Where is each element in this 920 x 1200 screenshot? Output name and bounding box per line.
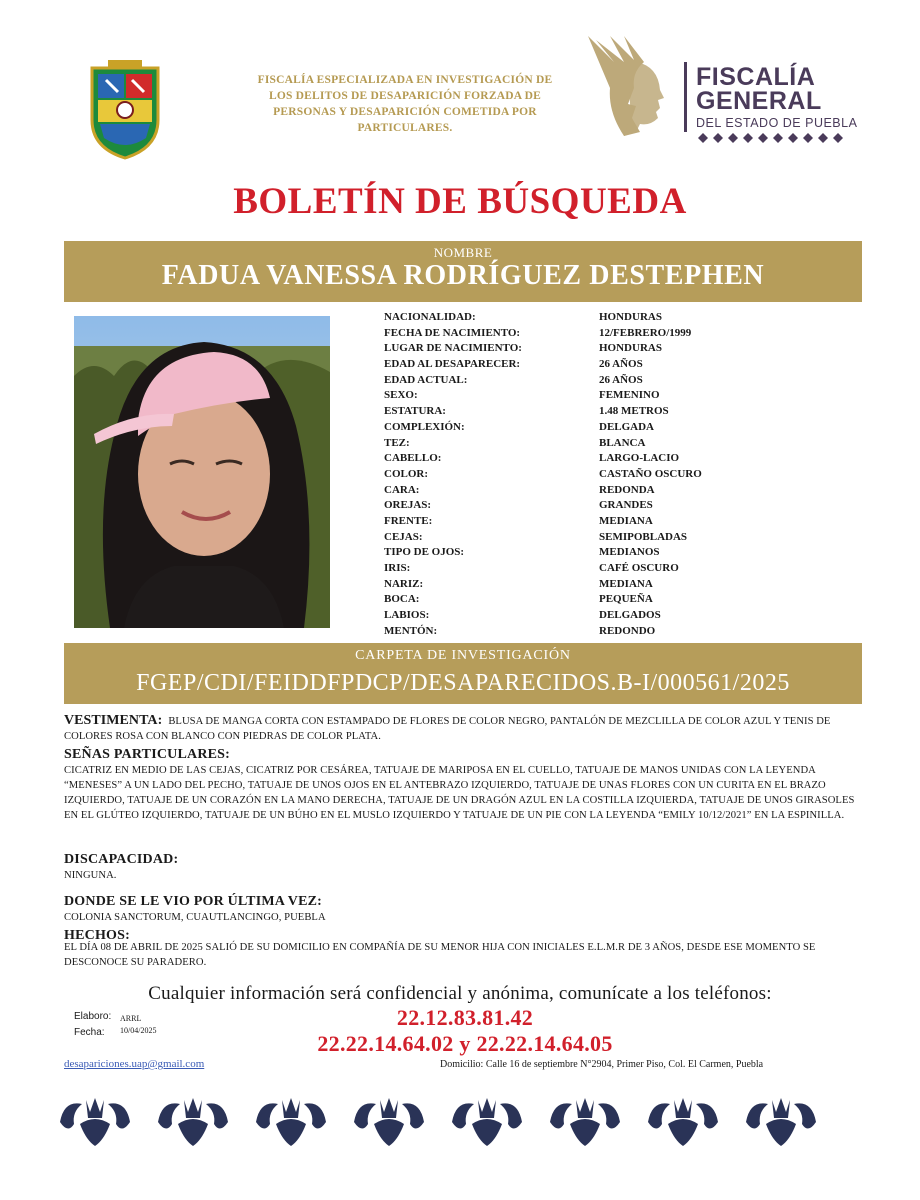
logo-divider (684, 62, 687, 132)
attr-value: CAFÉ OSCURO (599, 562, 679, 574)
attr-row (384, 545, 854, 561)
facts-heading: HECHOS: (64, 928, 130, 943)
office-address: Domicilio: Calle 16 de septiembre N°2904, Primer Piso, Col. El Carmen, Puebla (440, 1059, 764, 1070)
attr-row (384, 310, 854, 326)
elaboro-label: Elaboro: (74, 1011, 112, 1022)
attr-label: IRIS: (384, 562, 411, 574)
logo-line-general: GENERAL (696, 87, 822, 115)
attr-label: SEXO: (384, 389, 418, 402)
attr-value: 1.48 METROS (599, 405, 669, 418)
attr-value: MEDIANA (599, 514, 653, 527)
case-file-banner (64, 643, 862, 704)
clothing-text (64, 713, 870, 744)
attr-label: COLOR: (384, 467, 428, 480)
attr-value: MEDIANOS (599, 546, 660, 559)
attr-row (384, 592, 854, 608)
case-file-number: FGEP/CDI/FEIDDFPDCP/DESAPARECIDOS.B-I/000561/2025 (136, 670, 790, 696)
last-seen-section (64, 894, 870, 925)
attr-value: 12/FEBRERO/1999 (599, 326, 692, 339)
marks-heading: SEÑAS PARTICULARES: (64, 747, 231, 762)
attr-row (384, 388, 854, 404)
attr-label: TEZ: (384, 436, 410, 449)
attr-value: DELGADOS (599, 609, 661, 622)
logo-line-fiscalia: FISCALÍA (696, 63, 816, 91)
attr-value: LARGO-LACIO (599, 452, 680, 465)
attr-row (384, 326, 854, 342)
clothing-heading: VESTIMENTA: (64, 713, 163, 728)
marks-description: CICATRIZ EN MEDIO DE LAS CEJAS, CICATRIZ POR CESÁREA, TATUAJE DE MARIPOSA EN EL CUELLO, TATUAJE DE MANOS UNIDAS CON LA LEYENDA “MENESES” A UN LADO DEL PECHO, TATUAJE DE UNOS OJOS EN EL ANTEBRAZO IZQUIERDO, TATUAJE DE UNAS FLORES CON UN CURITA EN EL BRAZO IZQUIERDO, TATUAJE DE UN CORAZÓN EN LA MANO DERECHA, TATUAJE DE UN DRAGÓN AZUL EN LA COSTILLA IZQUIERDA, TATUAJE DE UNOS GIRASOLES EN EL GLÚTEO IZQUIERDO, TATUAJE DE UN BÚHO EN EL MUSLO IZQUIERDO Y TATUAJE DE UN PIE CON LA LEYENDA “EMILY 10/12/2021” EN LA ESPINILLA. (64, 765, 855, 821)
fiscalia-logo (584, 32, 884, 144)
talavera-ornament-icon (60, 1090, 860, 1150)
attr-row (384, 451, 854, 467)
attr-label: TIPO DE OJOS: (384, 546, 465, 559)
attr-label: MENTÓN: (384, 624, 438, 637)
attr-value: MEDIANA (599, 577, 653, 590)
disability-section (64, 852, 870, 883)
fecha-label: Fecha: (74, 1027, 105, 1038)
attr-value: REDONDO (599, 624, 656, 637)
attr-label: CEJAS: (384, 530, 423, 543)
attr-value: HONDURAS (599, 311, 662, 323)
phone-primary[interactable]: 22.12.83.81.42 (396, 1005, 534, 1030)
fiscalia-head-icon (584, 32, 680, 140)
contact-email-link[interactable]: desapariciones.uap@gmail.com (64, 1058, 205, 1070)
attr-row (384, 577, 854, 593)
disability-value: NINGUNA. (64, 870, 117, 881)
agency-name: FISCALÍA ESPECIALIZADA EN INVESTIGACIÓN DE LOS DELITOS DE DESAPARICIÓN FORZADA DE PERSONAS Y DESAPARICIÓN COMETIDA POR PARTICULARES. (257, 74, 553, 134)
attr-label: COMPLEXIÓN: (384, 420, 465, 433)
attr-value: DELGADA (599, 420, 655, 433)
attr-value: 26 AÑOS (599, 358, 643, 371)
attr-label: BOCA: (384, 593, 420, 606)
attr-label: EDAD AL DESAPARECER: (384, 358, 521, 371)
attr-row (384, 514, 854, 530)
fecha-value: 10/04/2025 (120, 1026, 157, 1035)
attr-label: ESTATURA: (384, 405, 446, 418)
person-name: FADUA VANESSA RODRÍGUEZ DESTEPHEN (161, 260, 765, 291)
attr-value: PEQUEÑA (599, 593, 653, 606)
attr-row (384, 561, 854, 577)
name-banner (64, 241, 862, 302)
attr-label: EDAD ACTUAL: (384, 373, 468, 386)
disability-heading: DISCAPACIDAD: (64, 852, 179, 867)
logo-pattern-icon (696, 133, 852, 143)
attr-value: REDONDA (599, 483, 655, 496)
attr-label: OREJAS: (384, 499, 432, 512)
attr-row (384, 357, 854, 373)
facts-description: EL DÍA 08 DE ABRIL DE 2025 SALIÓ DE SU DOMICILIO EN COMPAÑÍA DE SU MENOR HIJA CON INICIALES E.L.M.R DE 3 AÑOS, DESDE ESE MOMENTO SE DESCONOCE SU PARADERO. (64, 942, 816, 968)
attr-label: FRENTE: (384, 514, 433, 527)
attr-row (384, 373, 854, 389)
marks-section (64, 747, 870, 823)
elaboro-value: ARRL (120, 1014, 142, 1023)
case-file-label: CARPETA DE INVESTIGACIÓN (355, 648, 571, 663)
attr-label: CARA: (384, 483, 420, 496)
attr-value: CASTAÑO OSCURO (599, 467, 702, 480)
last-seen-location: COLONIA SANCTORUM, CUAUTLANCINGO, PUEBLA (64, 912, 326, 923)
attr-row (384, 624, 854, 640)
attr-value: SEMIPOBLADAS (599, 530, 688, 543)
attr-value: GRANDES (599, 499, 653, 512)
attr-row (384, 483, 854, 499)
last-seen-heading: DONDE SE LE VIO POR ÚLTIMA VEZ: (64, 894, 323, 909)
attr-row (384, 467, 854, 483)
name-label: NOMBRE (433, 245, 493, 260)
attr-label: NACIONALIDAD: (384, 311, 476, 323)
attributes-list (384, 310, 854, 639)
attr-label: CABELLO: (384, 452, 442, 465)
logo-line-estado: DEL ESTADO DE PUEBLA (696, 116, 858, 130)
attr-value: 26 AÑOS (599, 373, 643, 386)
clothing-description: BLUSA DE MANGA CORTA CON ESTAMPADO DE FLORES DE COLOR NEGRO, PANTALÓN DE MEZCLILLA DE COLOR AZUL Y TENIS DE COLORES ROSA CON BLANCO CON PIEDRAS DE COLOR PLATA. (64, 716, 831, 742)
attr-row (384, 436, 854, 452)
attr-label: FECHA DE NACIMIENTO: (384, 326, 521, 339)
attr-row (384, 404, 854, 420)
attr-value: FEMENINO (599, 389, 660, 402)
attr-row (384, 420, 854, 436)
attr-label: LUGAR DE NACIMIENTO: (384, 342, 522, 355)
attr-label: LABIOS: (384, 609, 430, 622)
clothing-section (64, 713, 870, 744)
missing-person-photo (74, 316, 330, 628)
attr-row (384, 530, 854, 546)
attr-label: NARIZ: (384, 577, 424, 590)
bulletin-title: BOLETÍN DE BÚSQUEDA (233, 181, 687, 222)
phone-secondary[interactable]: 22.22.14.64.02 y 22.22.14.64.05 (317, 1031, 613, 1056)
attr-row (384, 341, 854, 357)
attr-row (384, 608, 854, 624)
confidential-notice: Cualquier información será confidencial y anónima, comunícate a los teléfonos: (148, 983, 772, 1004)
attr-row (384, 498, 854, 514)
puebla-state-crest (86, 60, 164, 160)
facts-section (64, 928, 870, 970)
attr-value: BLANCA (599, 436, 646, 449)
attr-value: HONDURAS (599, 342, 662, 355)
